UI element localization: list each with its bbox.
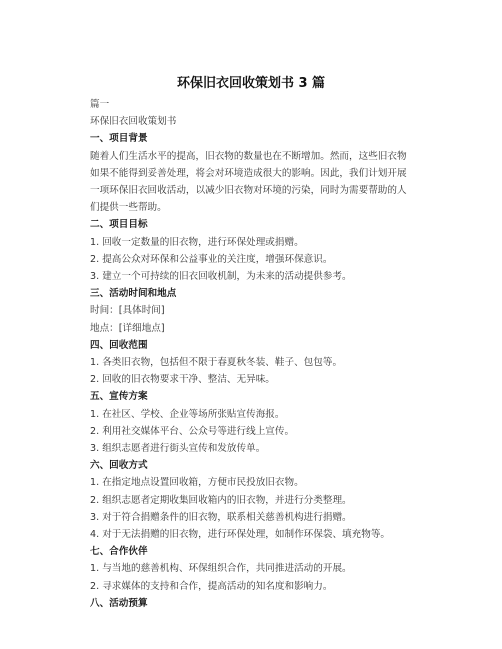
list-item: 2. 组织志愿者定期收集回收箱内的旧衣物，并进行分类整理。 (90, 494, 352, 506)
section-heading-scope: 四、回收范围 (90, 339, 148, 351)
section-heading-budget: 八、活动预算 (90, 597, 148, 609)
list-item: 地点：[详细地点] (90, 322, 165, 334)
section-heading-partners: 七、合作伙伴 (90, 546, 148, 558)
list-item: 2. 提高公众对环保和公益事业的关注度，增强环保意识。 (90, 253, 333, 265)
section-heading-promotion: 五、宣传方案 (90, 391, 148, 403)
part-label: 篇一 (90, 99, 110, 110)
list-item: 1. 各类旧衣物，包括但不限于春夏秋冬装、鞋子、包包等。 (90, 357, 343, 369)
document-title: 环保旧衣回收策划书 3 篇 (176, 76, 326, 91)
list-item: 2. 回收的旧衣物要求干净、整洁、无异味。 (90, 374, 275, 386)
list-item: 3. 建立一个可持续的旧衣回收机制，为未来的活动提供参考。 (90, 271, 352, 283)
list-item: 2. 利用社交媒体平台、公众号等进行线上宣传。 (90, 425, 295, 437)
list-item: 2. 寻求媒体的支持和合作，提高活动的知名度和影响力。 (90, 580, 333, 592)
list-item: 4. 对于无法捐赠的旧衣物，进行环保处理，如制作环保袋、填充物等。 (90, 529, 391, 541)
list-item: 3. 对于符合捐赠条件的旧衣物，联系相关慈善机构进行捐赠。 (90, 511, 352, 523)
list-item: 1. 在社区、学校、企业等场所张贴宣传海报。 (90, 408, 285, 420)
list-item: 1. 回收一定数量的旧衣物，进行环保处理或捐赠。 (90, 236, 304, 248)
list-item: 3. 组织志愿者进行街头宣传和发放传单。 (90, 443, 266, 455)
document-body (90, 96, 415, 612)
list-item: 1. 与当地的慈善机构、环保组织合作，共同推进活动的开展。 (90, 563, 352, 575)
section-heading-goals: 二、项目目标 (90, 219, 148, 231)
list-item: 时间：[具体时间] (90, 305, 165, 317)
section-heading-time-place: 三、活动时间和地点 (90, 288, 177, 300)
document-subtitle: 环保旧衣回收策划书 (90, 116, 177, 128)
section-heading-method: 六、回收方式 (90, 460, 148, 472)
section-body-background: 随着人们生活水平的提高，旧衣物的数量也在不断增加。然而，这些旧衣物如果不能得到妥善处理，将会对环境造成很大的影响。因此，我们计划开展一项环保旧衣回收活动，以减少旧衣物对环境的污染，同时为需要帮助的人们提供一些帮助。 (90, 150, 407, 214)
section-heading-background: 一、项目背景 (90, 133, 148, 145)
list-item: 1. 在指定地点设置回收箱，方便市民投放旧衣物。 (90, 477, 304, 489)
